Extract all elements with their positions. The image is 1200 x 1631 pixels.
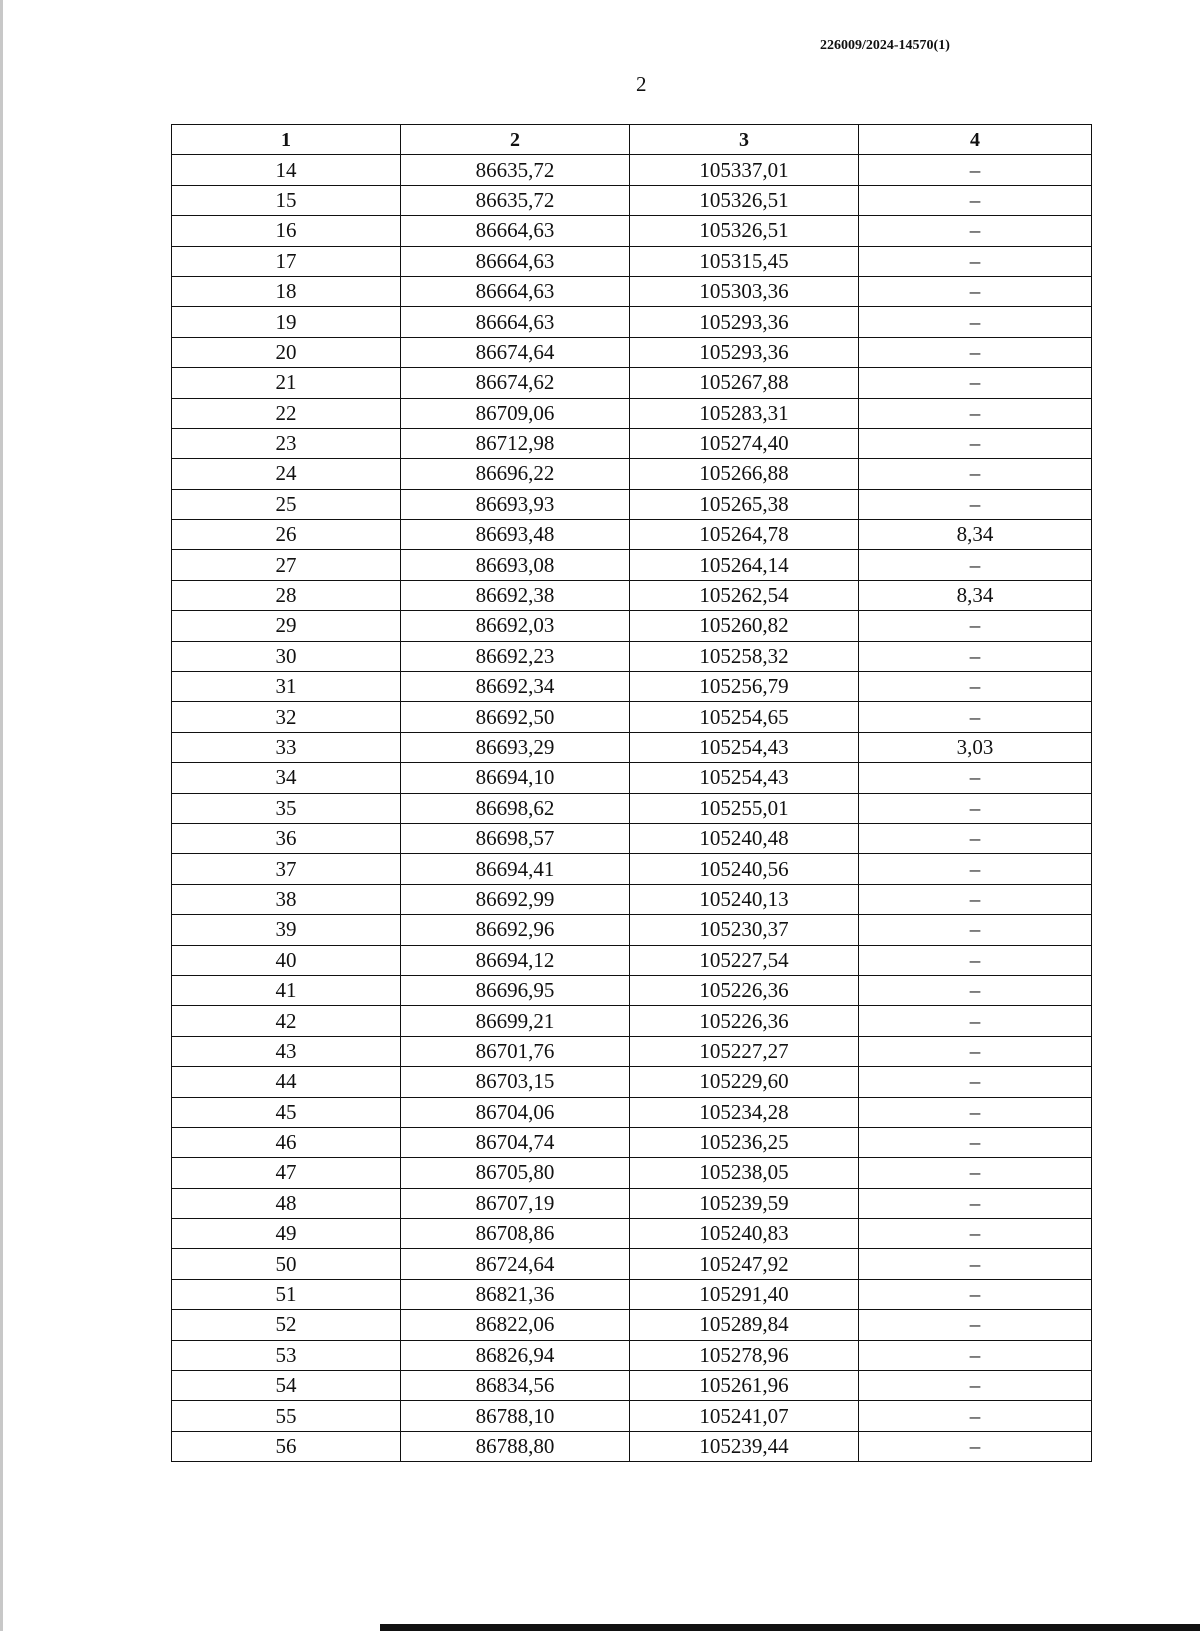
- table-cell-col-4: –: [859, 884, 1092, 914]
- table-row: [172, 641, 1092, 671]
- table-cell-col-4: –: [859, 641, 1092, 671]
- table-cell-col-2: 86692,50: [401, 702, 630, 732]
- table-cell-col-2: 86834,56: [401, 1371, 630, 1401]
- table-header-row: [172, 125, 1092, 155]
- table-row: [172, 520, 1092, 550]
- table-cell-col-2: 86692,38: [401, 580, 630, 610]
- table-cell-col-1: 42: [172, 1006, 401, 1036]
- table-cell-col-2: 86664,63: [401, 276, 630, 306]
- table-row: [172, 1310, 1092, 1340]
- table-row: [172, 611, 1092, 641]
- table-cell-col-4: –: [859, 1401, 1092, 1431]
- table-cell-col-4: –: [859, 1067, 1092, 1097]
- table-cell-col-3: 105236,25: [630, 1127, 859, 1157]
- table-cell-col-4: –: [859, 1006, 1092, 1036]
- table-cell-col-4: –: [859, 1340, 1092, 1370]
- table-row: [172, 155, 1092, 185]
- table-row: [172, 672, 1092, 702]
- table-cell-col-3: 105293,36: [630, 337, 859, 367]
- table-cell-col-2: 86703,15: [401, 1067, 630, 1097]
- table-cell-col-1: 56: [172, 1431, 401, 1461]
- table-row: [172, 580, 1092, 610]
- table-cell-col-1: 16: [172, 216, 401, 246]
- table-cell-col-1: 41: [172, 975, 401, 1005]
- table-cell-col-3: 105226,36: [630, 975, 859, 1005]
- table-cell-col-4: –: [859, 1036, 1092, 1066]
- table-cell-col-2: 86635,72: [401, 155, 630, 185]
- table-cell-col-1: 27: [172, 550, 401, 580]
- table-cell-col-1: 49: [172, 1219, 401, 1249]
- table-cell-col-4: –: [859, 550, 1092, 580]
- table-cell-col-2: 86708,86: [401, 1219, 630, 1249]
- table-cell-col-3: 105240,83: [630, 1219, 859, 1249]
- table-cell-col-2: 86698,57: [401, 823, 630, 853]
- column-header-3: 3: [630, 125, 859, 155]
- table-cell-col-4: –: [859, 854, 1092, 884]
- table-cell-col-2: 86664,63: [401, 307, 630, 337]
- table-cell-col-1: 20: [172, 337, 401, 367]
- table-cell-col-3: 105256,79: [630, 672, 859, 702]
- table-cell-col-1: 52: [172, 1310, 401, 1340]
- table-cell-col-1: 34: [172, 763, 401, 793]
- table-cell-col-1: 31: [172, 672, 401, 702]
- column-header-2: 2: [401, 125, 630, 155]
- table-row: [172, 246, 1092, 276]
- table-cell-col-4: –: [859, 1188, 1092, 1218]
- table-row: [172, 1340, 1092, 1370]
- column-header-4: 4: [859, 125, 1092, 155]
- table-cell-col-4: –: [859, 1249, 1092, 1279]
- table-cell-col-3: 105267,88: [630, 368, 859, 398]
- table-cell-col-4: –: [859, 611, 1092, 641]
- table-row: [172, 702, 1092, 732]
- table-cell-col-1: 35: [172, 793, 401, 823]
- table-cell-col-1: 46: [172, 1127, 401, 1157]
- table-cell-col-3: 105326,51: [630, 216, 859, 246]
- table-row: [172, 823, 1092, 853]
- table-cell-col-1: 26: [172, 520, 401, 550]
- table-cell-col-2: 86692,34: [401, 672, 630, 702]
- table-cell-col-4: –: [859, 763, 1092, 793]
- table-row: [172, 1431, 1092, 1461]
- table-cell-col-1: 53: [172, 1340, 401, 1370]
- table-cell-col-2: 86698,62: [401, 793, 630, 823]
- table-row: [172, 1036, 1092, 1066]
- table-cell-col-2: 86712,98: [401, 428, 630, 458]
- table-cell-col-3: 105226,36: [630, 1006, 859, 1036]
- table-cell-col-1: 37: [172, 854, 401, 884]
- table-cell-col-2: 86699,21: [401, 1006, 630, 1036]
- table-cell-col-4: –: [859, 793, 1092, 823]
- table-cell-col-4: –: [859, 1127, 1092, 1157]
- table-cell-col-4: 8,34: [859, 520, 1092, 550]
- table-cell-col-2: 86693,48: [401, 520, 630, 550]
- table-cell-col-2: 86709,06: [401, 398, 630, 428]
- table-cell-col-1: 33: [172, 732, 401, 762]
- bottom-rule: [380, 1624, 1200, 1631]
- table-cell-col-2: 86692,03: [401, 611, 630, 641]
- table-cell-col-1: 54: [172, 1371, 401, 1401]
- table-cell-col-3: 105240,13: [630, 884, 859, 914]
- table-cell-col-3: 105265,38: [630, 489, 859, 519]
- table-body: [172, 155, 1092, 1462]
- table-cell-col-3: 105258,32: [630, 641, 859, 671]
- table-cell-col-4: –: [859, 672, 1092, 702]
- table-cell-col-1: 21: [172, 368, 401, 398]
- table-cell-col-4: –: [859, 1310, 1092, 1340]
- table-row: [172, 307, 1092, 337]
- table-cell-col-1: 48: [172, 1188, 401, 1218]
- table-cell-col-3: 105303,36: [630, 276, 859, 306]
- table-cell-col-3: 105247,92: [630, 1249, 859, 1279]
- table-cell-col-4: –: [859, 246, 1092, 276]
- page-edge: [0, 0, 3, 1631]
- table-cell-col-2: 86694,10: [401, 763, 630, 793]
- table-cell-col-3: 105283,31: [630, 398, 859, 428]
- table-cell-col-4: –: [859, 185, 1092, 215]
- table-cell-col-1: 25: [172, 489, 401, 519]
- table-row: [172, 550, 1092, 580]
- table-cell-col-3: 105239,59: [630, 1188, 859, 1218]
- table-cell-col-1: 30: [172, 641, 401, 671]
- table-cell-col-3: 105264,14: [630, 550, 859, 580]
- table-row: [172, 732, 1092, 762]
- table-row: [172, 1279, 1092, 1309]
- table-cell-col-4: –: [859, 702, 1092, 732]
- table-cell-col-1: 39: [172, 915, 401, 945]
- coordinates-table: [171, 124, 1092, 1462]
- table-cell-col-3: 105264,78: [630, 520, 859, 550]
- table-cell-col-4: –: [859, 1279, 1092, 1309]
- table-cell-col-2: 86704,06: [401, 1097, 630, 1127]
- table-cell-col-3: 105326,51: [630, 185, 859, 215]
- table-cell-col-2: 86694,12: [401, 945, 630, 975]
- table-cell-col-1: 50: [172, 1249, 401, 1279]
- table-row: [172, 884, 1092, 914]
- table-cell-col-4: –: [859, 1097, 1092, 1127]
- table-cell-col-3: 105274,40: [630, 428, 859, 458]
- table-cell-col-2: 86693,93: [401, 489, 630, 519]
- table-cell-col-4: –: [859, 915, 1092, 945]
- table-cell-col-2: 86674,62: [401, 368, 630, 398]
- table-cell-col-3: 105254,65: [630, 702, 859, 732]
- table-cell-col-4: –: [859, 1371, 1092, 1401]
- table-row: [172, 398, 1092, 428]
- table-cell-col-2: 86692,96: [401, 915, 630, 945]
- table-cell-col-2: 86693,08: [401, 550, 630, 580]
- table-cell-col-3: 105260,82: [630, 611, 859, 641]
- table-cell-col-4: –: [859, 276, 1092, 306]
- table-row: [172, 459, 1092, 489]
- table-row: [172, 1188, 1092, 1218]
- table-cell-col-2: 86664,63: [401, 246, 630, 276]
- table-cell-col-3: 105289,84: [630, 1310, 859, 1340]
- table-row: [172, 793, 1092, 823]
- table-row: [172, 975, 1092, 1005]
- table-cell-col-3: 105254,43: [630, 732, 859, 762]
- table-cell-col-4: –: [859, 368, 1092, 398]
- table-cell-col-1: 36: [172, 823, 401, 853]
- table-row: [172, 854, 1092, 884]
- table-cell-col-1: 19: [172, 307, 401, 337]
- table-cell-col-4: –: [859, 975, 1092, 1005]
- table-cell-col-4: –: [859, 216, 1092, 246]
- table-cell-col-4: –: [859, 1219, 1092, 1249]
- table-cell-col-2: 86788,80: [401, 1431, 630, 1461]
- table-cell-col-2: 86826,94: [401, 1340, 630, 1370]
- table-cell-col-1: 29: [172, 611, 401, 641]
- table-cell-col-2: 86696,95: [401, 975, 630, 1005]
- table-cell-col-3: 105229,60: [630, 1067, 859, 1097]
- table-cell-col-2: 86674,64: [401, 337, 630, 367]
- table-cell-col-4: –: [859, 307, 1092, 337]
- table-row: [172, 276, 1092, 306]
- table-cell-col-1: 40: [172, 945, 401, 975]
- table-cell-col-1: 38: [172, 884, 401, 914]
- table-row: [172, 763, 1092, 793]
- table-cell-col-4: –: [859, 1158, 1092, 1188]
- page-number: 2: [636, 72, 647, 96]
- table-cell-col-2: 86694,41: [401, 854, 630, 884]
- table-cell-col-2: 86664,63: [401, 216, 630, 246]
- table-row: [172, 185, 1092, 215]
- table-cell-col-3: 105227,27: [630, 1036, 859, 1066]
- table-cell-col-1: 24: [172, 459, 401, 489]
- table-cell-col-4: –: [859, 398, 1092, 428]
- table-cell-col-1: 32: [172, 702, 401, 732]
- table-cell-col-3: 105241,07: [630, 1401, 859, 1431]
- table-cell-col-3: 105238,05: [630, 1158, 859, 1188]
- table-row: [172, 1371, 1092, 1401]
- table-cell-col-4: 3,03: [859, 732, 1092, 762]
- table-cell-col-3: 105261,96: [630, 1371, 859, 1401]
- table-cell-col-2: 86692,23: [401, 641, 630, 671]
- table-cell-col-4: –: [859, 459, 1092, 489]
- table-cell-col-2: 86822,06: [401, 1310, 630, 1340]
- table-cell-col-3: 105278,96: [630, 1340, 859, 1370]
- document-id: 226009/2024-14570(1): [820, 38, 950, 53]
- table-row: [172, 1067, 1092, 1097]
- table-cell-col-1: 15: [172, 185, 401, 215]
- table-row: [172, 1006, 1092, 1036]
- table-cell-col-2: 86635,72: [401, 185, 630, 215]
- table-row: [172, 1158, 1092, 1188]
- table-cell-col-3: 105240,56: [630, 854, 859, 884]
- table-cell-col-1: 47: [172, 1158, 401, 1188]
- column-header-1: 1: [172, 125, 401, 155]
- table-cell-col-4: –: [859, 823, 1092, 853]
- table-cell-col-3: 105230,37: [630, 915, 859, 945]
- table-cell-col-1: 55: [172, 1401, 401, 1431]
- table-cell-col-3: 105291,40: [630, 1279, 859, 1309]
- table-cell-col-1: 43: [172, 1036, 401, 1066]
- table-row: [172, 368, 1092, 398]
- table-cell-col-3: 105293,36: [630, 307, 859, 337]
- table-cell-col-3: 105254,43: [630, 763, 859, 793]
- table-cell-col-3: 105239,44: [630, 1431, 859, 1461]
- table-row: [172, 489, 1092, 519]
- table-cell-col-2: 86704,74: [401, 1127, 630, 1157]
- table-cell-col-2: 86696,22: [401, 459, 630, 489]
- table-cell-col-4: –: [859, 337, 1092, 367]
- table-cell-col-4: –: [859, 155, 1092, 185]
- table-cell-col-2: 86707,19: [401, 1188, 630, 1218]
- table-cell-col-3: 105315,45: [630, 246, 859, 276]
- table-row: [172, 1097, 1092, 1127]
- table-cell-col-3: 105337,01: [630, 155, 859, 185]
- table-cell-col-4: –: [859, 945, 1092, 975]
- table-row: [172, 1401, 1092, 1431]
- table-row: [172, 915, 1092, 945]
- table-cell-col-1: 44: [172, 1067, 401, 1097]
- table-row: [172, 1127, 1092, 1157]
- table-cell-col-3: 105262,54: [630, 580, 859, 610]
- table-cell-col-3: 105266,88: [630, 459, 859, 489]
- table-cell-col-2: 86701,76: [401, 1036, 630, 1066]
- table-cell-col-2: 86692,99: [401, 884, 630, 914]
- table-cell-col-1: 14: [172, 155, 401, 185]
- table-row: [172, 1219, 1092, 1249]
- table-cell-col-2: 86724,64: [401, 1249, 630, 1279]
- table-cell-col-3: 105240,48: [630, 823, 859, 853]
- table-cell-col-2: 86705,80: [401, 1158, 630, 1188]
- table-cell-col-1: 23: [172, 428, 401, 458]
- table-cell-col-4: –: [859, 1431, 1092, 1461]
- table-cell-col-1: 51: [172, 1279, 401, 1309]
- table-row: [172, 428, 1092, 458]
- table-cell-col-3: 105234,28: [630, 1097, 859, 1127]
- table-row: [172, 945, 1092, 975]
- table-cell-col-4: –: [859, 489, 1092, 519]
- table-row: [172, 1249, 1092, 1279]
- table-cell-col-1: 45: [172, 1097, 401, 1127]
- table-cell-col-3: 105255,01: [630, 793, 859, 823]
- table-cell-col-1: 18: [172, 276, 401, 306]
- table-cell-col-1: 22: [172, 398, 401, 428]
- table-cell-col-3: 105227,54: [630, 945, 859, 975]
- table-cell-col-2: 86788,10: [401, 1401, 630, 1431]
- table-cell-col-4: –: [859, 428, 1092, 458]
- table-cell-col-1: 17: [172, 246, 401, 276]
- table-cell-col-4: 8,34: [859, 580, 1092, 610]
- table-cell-col-1: 28: [172, 580, 401, 610]
- table-cell-col-2: 86693,29: [401, 732, 630, 762]
- table-cell-col-2: 86821,36: [401, 1279, 630, 1309]
- table-row: [172, 337, 1092, 367]
- table-row: [172, 216, 1092, 246]
